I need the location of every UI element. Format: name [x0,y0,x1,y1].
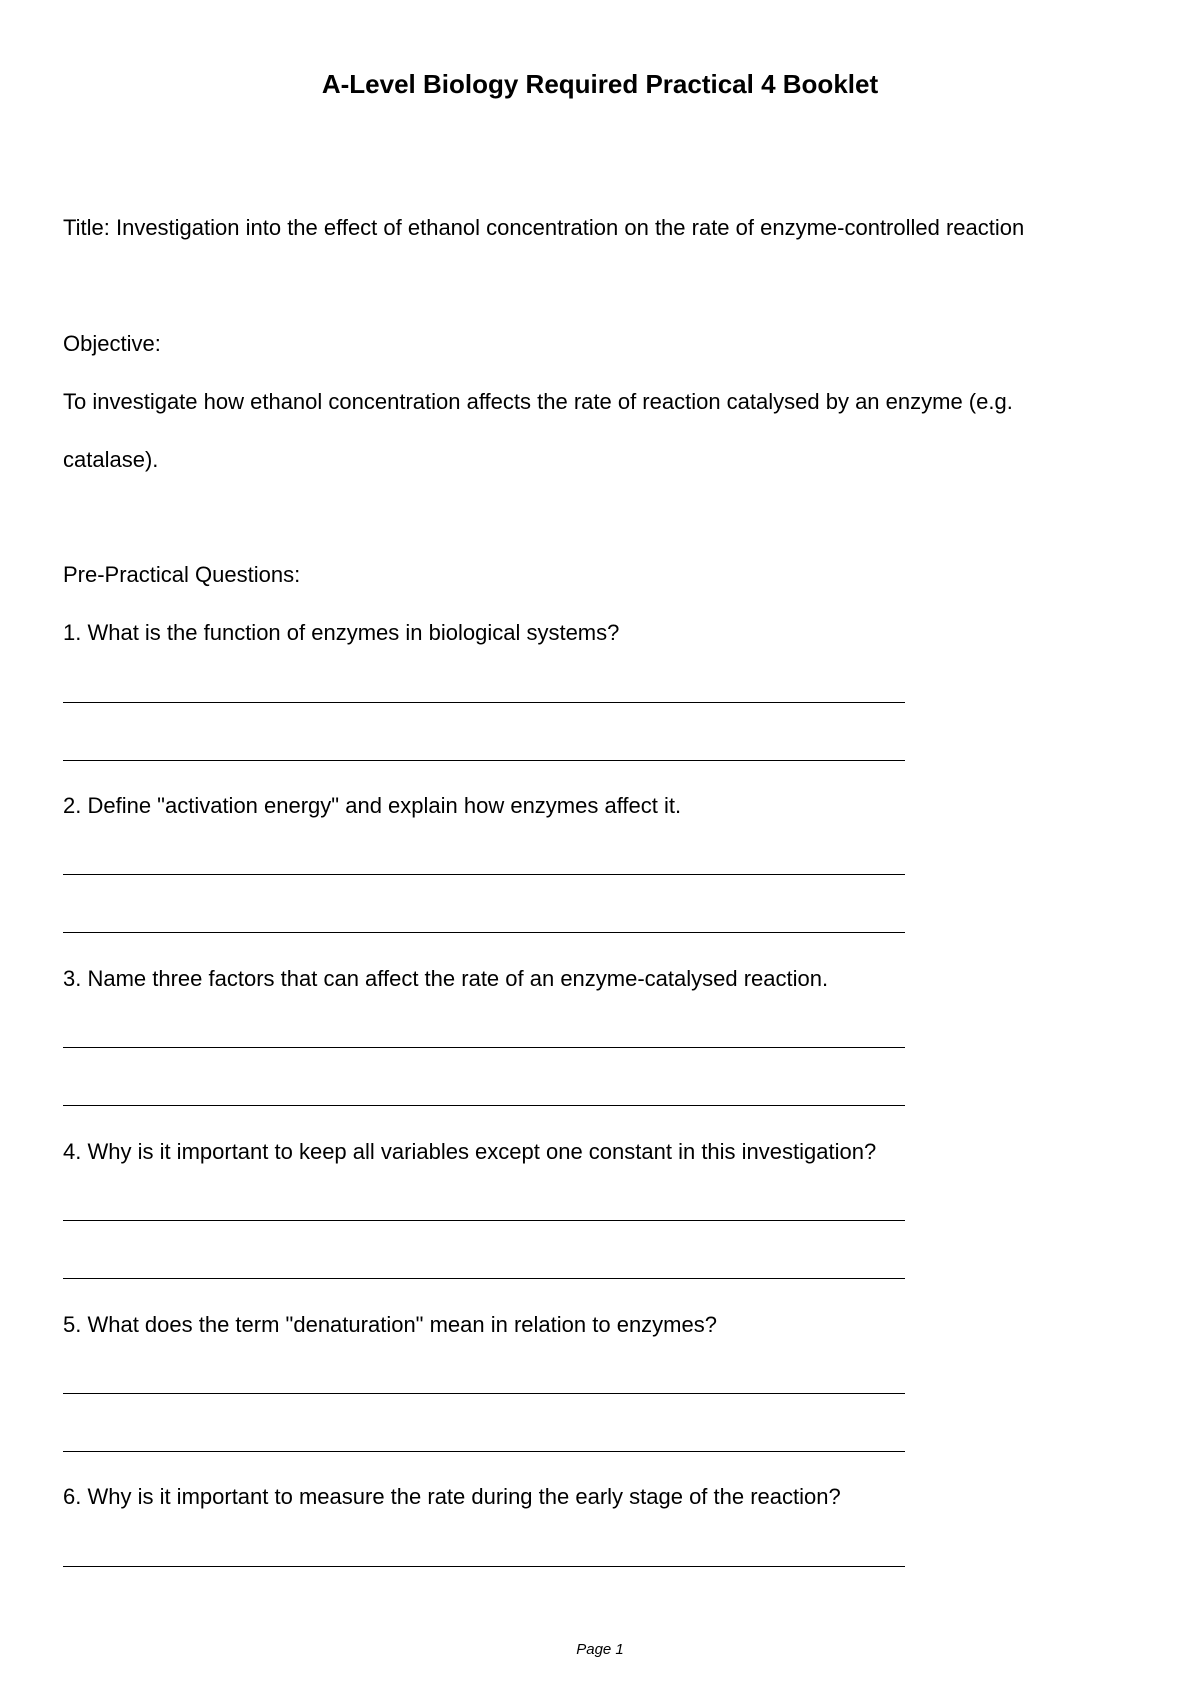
answer-line-4b[interactable] [63,1278,905,1279]
objective-text-line-1: To investigate how ethanol concentration affects the rate of reaction catalysed by an enzyme (e.g. [63,389,1013,414]
question-4: 4. Why is it important to keep all variables except one constant in this investigation? [63,1139,877,1164]
question-6: 6. Why is it important to measure the rate during the early stage of the reaction? [63,1484,841,1509]
answer-line-6a[interactable] [63,1566,905,1567]
questions-label: Pre-Practical Questions: [63,562,301,587]
answer-line-4a[interactable] [63,1220,905,1221]
question-2: 2. Define "activation energy" and explain how enzymes affect it. [63,793,682,818]
page-footer: Page 1 [576,1641,624,1658]
answer-line-5a[interactable] [63,1393,905,1394]
objective-text-line-2: catalase). [63,447,159,472]
answer-line-3b[interactable] [63,1105,905,1106]
answer-line-2a[interactable] [63,874,905,875]
objective-label: Objective: [63,331,161,356]
answer-line-1a[interactable] [63,702,905,703]
investigation-title: Title: Investigation into the effect of ethanol concentration on the rate of enzyme-controlled reaction [63,215,1025,240]
document-heading: A-Level Biology Required Practical 4 Booklet [321,69,879,99]
question-1: 1. What is the function of enzymes in biological systems? [63,620,620,645]
answer-line-5b[interactable] [63,1451,905,1452]
answer-line-1b[interactable] [63,760,905,761]
answer-line-2b[interactable] [63,932,905,933]
question-5: 5. What does the term "denaturation" mean in relation to enzymes? [63,1312,717,1337]
answer-line-3a[interactable] [63,1047,905,1048]
question-3: 3. Name three factors that can affect the rate of an enzyme-catalysed reaction. [63,966,829,991]
